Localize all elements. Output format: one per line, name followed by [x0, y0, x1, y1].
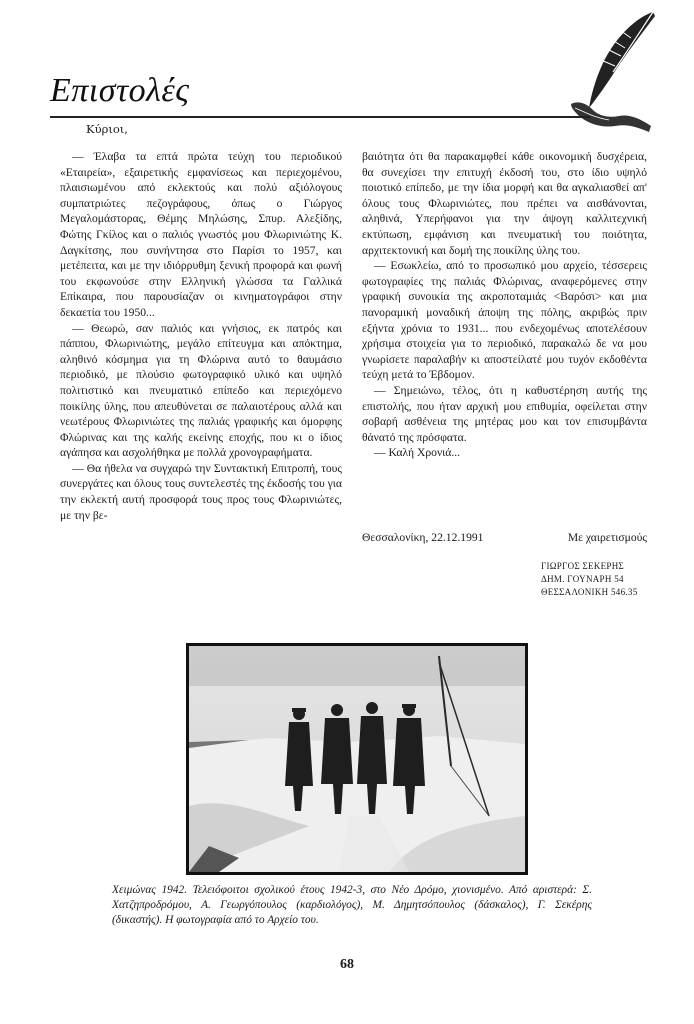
paragraph: — Θεωρώ, σαν παλιός και γνήσιος, εκ πατρός και πάππου, Φλωρινιώτης, μεγάλο επίτευγμα και απόκτημα, αληθινό κόσμημα για τη Φλώρινα αυτό το θαυμάσιο περιοδικό, με πλούσιο φωτογραφικό υλικό και υψηλό πολιτιστικό και πνευματικό επίπεδο και περιεχόμενο ποικίλης ύλης, που απευθύνεται σε παλαιοτέρους αλλά και νεωτέρους Φλωρινιώτες της παλιάς γραφικής και όμορφης Φλώρινας και της καλής εκείνης εποχής, που κι ο ίδιος αγάπησα και ασχολήθηκα με πολλά χρονογραφήματα.	[60, 321, 342, 460]
sender-address	[541, 560, 638, 599]
address-line: ΘΕΣΣΑΛΟΝΙΚΗ 546.35	[541, 587, 638, 597]
salutation: Κύριοι,	[86, 122, 128, 136]
paragraph: — Θα ήθελα να συγχαρώ την Συντακτική Επιτροπή, τους συνεργάτες και όλους τους συντελεστές της έκδοσής του για την εκλεκτή αυτή προσφορά τους προς τους Φλωρινιώτες, με την βε-	[60, 461, 342, 522]
letter-column-right	[362, 149, 647, 461]
paragraph: βαιότητα ότι θα παρακαμφθεί κάθε οικονομική δυσχέρεια, θα συνεχίσει την επιτυχή έκδοσή του, στο ίδιο υψηλό ποιοτικό επίπεδο, με την ίδια μορφή και θα αγκαλιασθεί απ' όλους τους Φλωρινιώτες, που πρέπει να αισθάνονται, αληθινά, Υπερήφανοι για την άψογη καλλιτεχνική εκτύπωση, εμφάνιση και πνευματική του ποιότητα, αρχιτεκτονική και δομή της ποικίλης ύλης του.	[362, 150, 647, 257]
archival-photo	[186, 643, 528, 875]
signoff-line	[362, 531, 647, 544]
paragraph: — Σημειώνω, τέλος, ότι η καθυστέρηση αυτής της επιστολής, που ήταν αρχική μου επιθυμία, οφείλεται στην σοβαρή ασθένεια της μητέρας μου και τον επισυμβάντα θάνατό της πρόσφατα.	[362, 383, 647, 444]
page-title: Επιστολές	[50, 72, 190, 109]
place-date: Θεσσαλονίκη, 22.12.1991	[362, 531, 484, 544]
paragraph: — Καλή Χρονιά...	[374, 446, 461, 460]
quill-pen-icon	[565, 8, 660, 133]
closing: Με χαιρετισμούς	[567, 531, 647, 544]
page-number: 68	[340, 957, 354, 972]
address-line: ΔΗΜ. ΓΟΥΝΑΡΗ 54	[541, 574, 624, 584]
paragraph: — Έλαβα τα επτά πρώτα τεύχη του περιοδικού «Εταιρεία», εξαιρετικής εμφανίσεως και περιεχομένου, πλαισιωμένου από εκλεκτούς και πολύ αξιόλογους συμπατριώτες πεζογράφους, όπως ο Γιώργος Μεγαλομάστορας, Θέμης Μηλώσης, Σπυρ. Αλεξίδης, Φώτης Γκίλος και ο παλιός γνωστός μου Φλωρινιώτης Κ. Δαγκίτσης, που συνήντησα στο Παρίσι το 1957, και μετέπειτα, και με την ιδιόρρυθμη ξενική προφορά και φωνή του εκφωνούσε στην Ελληνική γλώσσα τα Γαλλικά Επίκαιρα, που παρουσίαζαν οι κινηματογράφοι στην δεκαετία του 1950...	[60, 150, 342, 319]
letter-column-left	[60, 149, 342, 523]
photo-caption: Χειμώνας 1942. Τελειόφοιτοι σχολικού έτους 1942-3, στο Νέο Δρόμο, χιονισμένο. Από αριστερά: Σ. Χατζηπροδρόμου, Α. Γεωργόπουλος (καρδιολόγος), Μ. Δημητσόπουλος (δάσκαλος), Γ. Σεκέρης (δικαστής). Η φωτογραφία από το Αρχείο του.	[112, 884, 592, 926]
header-rule	[50, 116, 590, 118]
paragraph: — Εσωκλείω, από το προσωπικό μου αρχείο, τέσσερεις φωτογραφίες της παλιάς Φλώρινας, αναφερόμενες στην γραφική συνοικία της ακροποταμιάς <Βαρόσι> και μια πανοραμική μοναδική άποψη της πόλης, ακριβώς πριν εξήντα χρόνια το 1931... που ενδεχομένως αποτελέσουν χρήσιμα στοιχεία για το περιοδικό, παρακαλώ δε να μου γνωρίσετε παραλαβήν κι αποστείλατέ μου τυχόν εκδοθέντα τεύχη μετά το Έβδομον.	[362, 259, 647, 382]
snow-road-photo	[189, 646, 525, 872]
address-line: ΓΙΩΡΓΟΣ ΣΕΚΕΡΗΣ	[541, 561, 625, 571]
